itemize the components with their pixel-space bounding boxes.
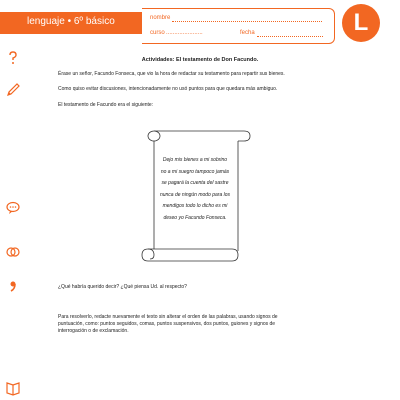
subject-label: lenguaje • 6º básico — [27, 16, 115, 27]
testament-line: nunca de ningún modo para los — [159, 191, 231, 198]
testament-line: no a mi suegro tampoco jamás — [160, 168, 230, 175]
speech-bubble-icon — [5, 200, 21, 216]
intro-paragraph-2: Como quiso evitar discusiones, intencionadamente no usó puntos para que quedara más ambiguo. — [58, 86, 278, 92]
testament-line: se pagará la cuenta del sastre — [161, 180, 229, 186]
fecha-label: fecha — [240, 30, 255, 36]
question-text: ¿Qué habría querido decir? ¿Qué piensa Ud. al respecto? — [58, 284, 187, 290]
testament-line: Dejo mis bienes a mi sobrino — [162, 157, 228, 163]
comma-icon — [5, 278, 21, 294]
nombre-line — [172, 21, 322, 22]
subject-bar — [0, 12, 142, 34]
testament-line: mendigos todo lo dicho es mi — [162, 203, 228, 209]
circles-icon — [5, 244, 21, 260]
intro-paragraph-3: El testamento de Facundo era el siguiente: — [58, 102, 154, 108]
instructions-line-1: Para resolverlo, redacte nuevamente el texto sin alterar el orden de las palabras, usando signos de — [58, 314, 278, 320]
nombre-label: nombre — [150, 15, 171, 21]
book-icon — [5, 380, 21, 396]
testament-text — [153, 155, 237, 224]
pencil-icon — [5, 82, 21, 98]
instructions-line-3: interrogación o de exclamación. — [58, 328, 129, 334]
curso-dots: ...................... — [166, 30, 203, 36]
intro-paragraph-1: Érase un señor, Facundo Fonseca, que vio la hora de redactar su testamento para repartir sus bienes. — [58, 71, 285, 77]
curso-label: curso — [150, 30, 165, 36]
fecha-line — [257, 36, 323, 37]
student-info-box — [142, 8, 335, 44]
instructions-line-2: puntuación, como: puntos seguidos, comas, puntos suspensivos, dos puntos, guiones y signos de — [58, 321, 276, 327]
testament-line: deseo yo Facundo Fonseca. — [163, 214, 227, 221]
lenguaje-logo: L — [342, 4, 380, 42]
activity-title: Actividades: El testamento de Don Facundo. — [141, 57, 259, 63]
